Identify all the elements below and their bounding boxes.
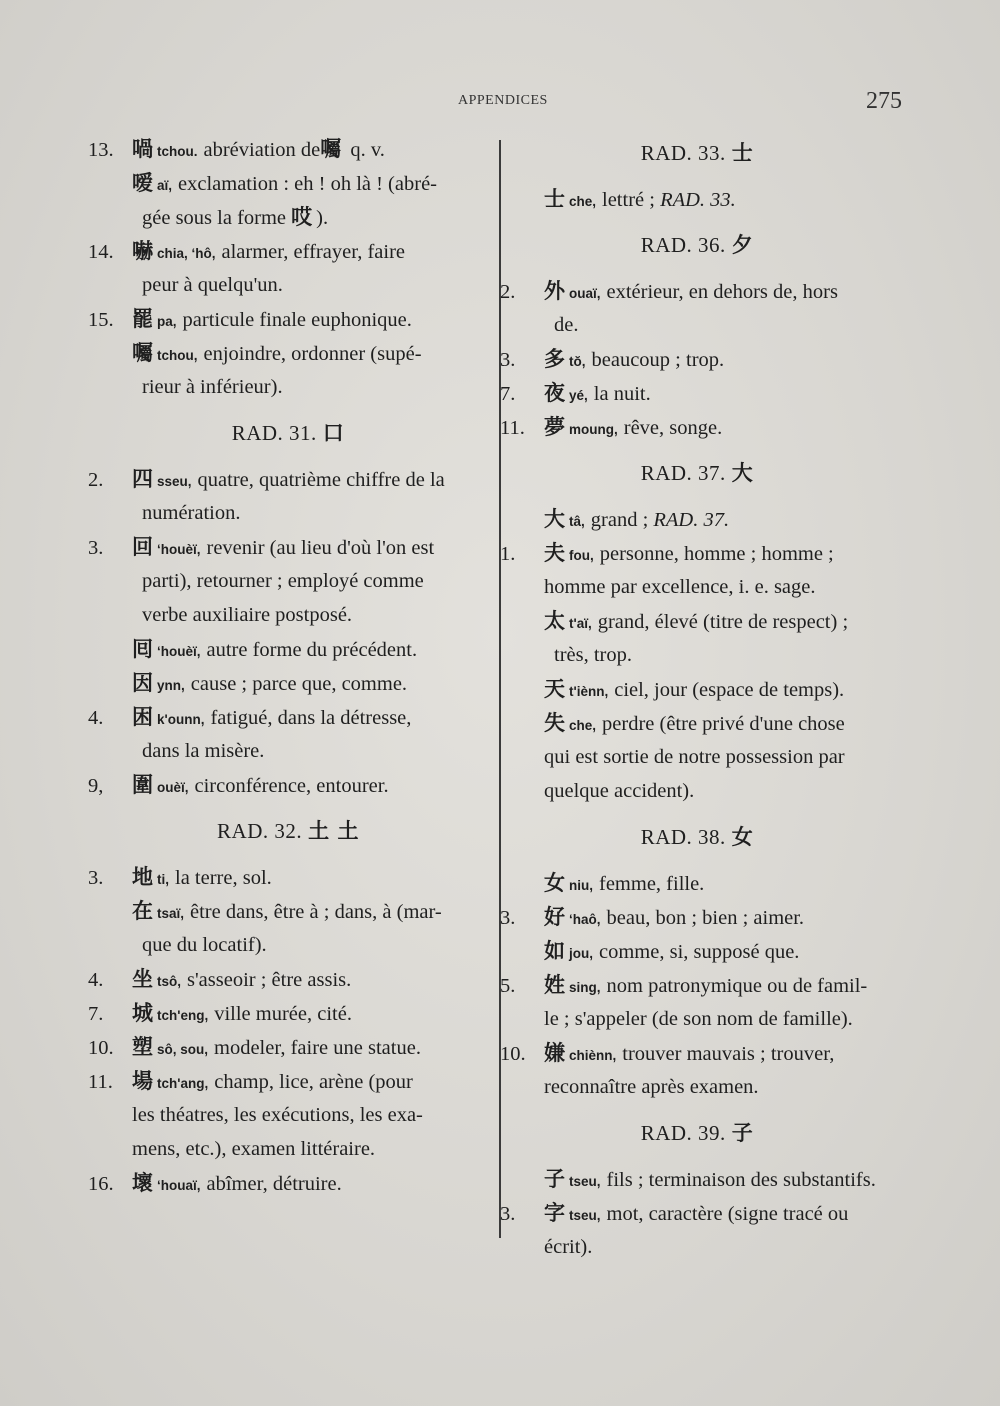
entry-romanization: pa, xyxy=(157,314,177,329)
dictionary-entry xyxy=(88,700,492,768)
radical-character: 土 土 xyxy=(308,819,359,843)
entry-character: 罷 xyxy=(132,307,153,331)
entry-text: mens, etc.), examen littéraire. xyxy=(132,1138,376,1160)
entry-text: revenir (au lieu d'où l'on est xyxy=(206,537,435,559)
entry-text: être dans, être à ; dans, à (mar- xyxy=(190,901,442,923)
entry-number: 10. xyxy=(500,1043,526,1065)
entry-character: 喎 xyxy=(132,137,153,161)
entry-romanization: chia, ‘hô, xyxy=(157,246,216,261)
entry-character: 困 xyxy=(132,705,153,729)
entry-romanization: niu, xyxy=(569,878,593,893)
entry-character: 大 xyxy=(544,507,565,531)
entry-text: q. v. xyxy=(350,139,385,161)
entry-text: abîmer, détruire. xyxy=(206,1173,342,1195)
entry-text: trouver mauvais ; trouver, xyxy=(622,1043,835,1065)
entry-text: abréviation de xyxy=(203,139,321,161)
dictionary-entry xyxy=(88,768,492,802)
entry-number: 3. xyxy=(500,349,516,371)
radical-character: 口 xyxy=(322,421,345,445)
dictionary-entry xyxy=(88,1030,492,1064)
entry-romanization: tchou. xyxy=(157,144,198,159)
entry-romanization: ‘houèï, xyxy=(157,542,201,557)
entry-text: circonférence, entourer. xyxy=(194,775,389,797)
dictionary-entry xyxy=(500,342,898,376)
entry-number: 4. xyxy=(88,969,104,991)
entry-text: dans la misère. xyxy=(142,740,265,762)
entry-text: femme, fille. xyxy=(599,873,705,895)
entry-text: champ, lice, arène (pour xyxy=(214,1071,413,1093)
dictionary-entry xyxy=(500,672,898,706)
entry-character: 回 xyxy=(132,535,153,559)
dictionary-entry xyxy=(88,234,492,302)
entry-romanization: sseu, xyxy=(157,474,192,489)
entry-text: peur à quelqu'un. xyxy=(142,274,283,296)
entry-text: ville murée, cité. xyxy=(214,1003,352,1025)
entry-number: 3. xyxy=(500,1203,516,1225)
entry-character: 多 xyxy=(544,347,565,371)
dictionary-entry xyxy=(88,530,492,632)
dictionary-entry xyxy=(500,376,898,410)
entry-romanization: sing, xyxy=(569,980,601,995)
dictionary-entry xyxy=(500,1196,898,1264)
entry-number: 7. xyxy=(500,383,516,405)
dictionary-entry xyxy=(500,934,898,968)
right-column xyxy=(500,132,898,1264)
entry-romanization: tch'ang, xyxy=(157,1076,209,1091)
entry-number: 7. xyxy=(88,1003,104,1025)
entry-text: le ; s'appeler (de son nom de famille). xyxy=(544,1008,853,1030)
radical-character: 子 xyxy=(731,1121,754,1145)
entry-text: rieur à inférieur). xyxy=(142,376,283,398)
dictionary-entry xyxy=(500,274,898,342)
dictionary-entry xyxy=(500,604,898,672)
entry-number: 4. xyxy=(88,707,104,729)
entry-romanization: tâ, xyxy=(569,514,585,529)
entry-text: modeler, faire une statue. xyxy=(214,1037,421,1059)
entry-character: 壞 xyxy=(132,1171,153,1195)
radical-heading xyxy=(88,814,492,848)
radical-character: 夕 xyxy=(731,233,754,257)
entry-text: qui est sortie de notre possession par xyxy=(544,746,845,768)
entry-text: de. xyxy=(554,314,579,336)
entry-number: 13. xyxy=(88,139,114,161)
entry-character: 塑 xyxy=(132,1035,153,1059)
entry-character: 好 xyxy=(544,905,565,929)
entry-character: 女 xyxy=(544,871,565,895)
radical-reference: RAD. 33. xyxy=(660,189,736,211)
entry-text: verbe auxiliaire postposé. xyxy=(142,604,353,626)
entry-text: écrit). xyxy=(544,1236,593,1258)
entry-text: les théatres, les exécutions, les exa- xyxy=(132,1104,423,1126)
entry-character: 子 xyxy=(544,1167,565,1191)
entry-romanization: t'iènn, xyxy=(569,684,609,699)
entry-text: quelque accident). xyxy=(544,780,695,802)
page-number: 275 xyxy=(866,88,902,114)
entry-text: extérieur, en dehors de, hors xyxy=(606,281,838,303)
entry-character: 字 xyxy=(544,1201,565,1225)
entry-romanization: tch'eng, xyxy=(157,1008,209,1023)
entry-romanization: che, xyxy=(569,718,597,733)
entry-text: que du locatif). xyxy=(142,934,267,956)
dictionary-entry xyxy=(88,336,492,404)
entry-text: beaucoup ; trop. xyxy=(591,349,725,371)
entry-number: 3. xyxy=(500,907,516,929)
entry-character: 天 xyxy=(544,677,565,701)
left-column xyxy=(88,132,492,1200)
entry-romanization: tsô, xyxy=(157,974,182,989)
entry-text: lettré ; xyxy=(602,189,655,211)
entry-text: la terre, sol. xyxy=(175,867,272,889)
entry-romanization: tchou, xyxy=(157,348,198,363)
entry-character: 哎 xyxy=(291,205,313,229)
entry-romanization: ‘houaï, xyxy=(157,1178,201,1193)
entry-number: 15. xyxy=(88,309,114,331)
radical-label: RAD. 33. xyxy=(640,141,726,165)
entry-romanization: ‘haô, xyxy=(569,912,601,927)
dictionary-entry xyxy=(88,632,492,666)
entry-text: très, trop. xyxy=(554,644,632,666)
entry-text: mot, caractère (signe tracé ou xyxy=(606,1203,849,1225)
radical-character: 大 xyxy=(731,461,754,485)
entry-text: fils ; terminaison des substantifs. xyxy=(606,1169,876,1191)
dictionary-entry xyxy=(88,1166,492,1200)
entry-romanization: moung, xyxy=(569,422,618,437)
dictionary-entry xyxy=(88,894,492,962)
dictionary-entry xyxy=(88,666,492,700)
dictionary-entry xyxy=(88,962,492,996)
dictionary-entry xyxy=(88,860,492,894)
dictionary-entry xyxy=(500,968,898,1036)
dictionary-entry xyxy=(500,502,898,536)
entry-text: particule finale euphonique. xyxy=(182,309,412,331)
entry-romanization: t'aï, xyxy=(569,616,592,631)
entry-romanization: chiènn, xyxy=(569,1048,617,1063)
entry-romanization: tseu, xyxy=(569,1208,601,1223)
dictionary-entry xyxy=(88,1064,492,1166)
entry-character: 夢 xyxy=(544,415,565,439)
entry-character: 嗳 xyxy=(132,171,153,195)
entry-romanization: k'ounn, xyxy=(157,712,205,727)
entry-text: parti), retourner ; employé comme xyxy=(142,570,424,592)
entry-text: exclamation : eh ! oh là ! (abré- xyxy=(178,173,437,195)
dictionary-entry xyxy=(88,302,492,336)
entry-character: 士 xyxy=(544,187,565,211)
entry-text: quatre, quatrième chiffre de la xyxy=(197,469,445,491)
entry-character: 四 xyxy=(132,467,153,491)
entry-text: s'asseoir ; être assis. xyxy=(187,969,352,991)
entry-text: gée sous la forme xyxy=(142,207,287,229)
entry-character: 因 xyxy=(132,671,153,695)
entry-romanization: fou, xyxy=(569,548,594,563)
radical-heading xyxy=(500,136,898,170)
radical-label: RAD. 39. xyxy=(640,1121,726,1145)
entry-character: 坐 xyxy=(132,967,153,991)
radical-heading xyxy=(500,820,898,854)
entry-text: grand, élevé (titre de respect) ; xyxy=(597,611,849,633)
entry-character: 姓 xyxy=(544,973,565,997)
entry-character: 囑 xyxy=(320,137,342,161)
entry-romanization: tseu, xyxy=(569,1174,601,1189)
entry-romanization: ouaï, xyxy=(569,286,601,301)
entry-text: rêve, songe. xyxy=(623,417,723,439)
dictionary-entry xyxy=(500,1036,898,1104)
entry-character: 地 xyxy=(132,865,153,889)
radical-label: RAD. 36. xyxy=(640,233,726,257)
entry-number: 9, xyxy=(88,775,104,797)
dictionary-entry xyxy=(500,706,898,808)
entry-text: beau, bon ; bien ; aimer. xyxy=(606,907,805,929)
entry-text: grand ; xyxy=(590,509,649,531)
radical-character: 士 xyxy=(731,141,754,165)
entry-romanization: ynn, xyxy=(157,678,185,693)
entry-text: enjoindre, ordonner (supé- xyxy=(203,343,422,365)
entry-character: 外 xyxy=(544,279,565,303)
entry-character: 場 xyxy=(132,1069,153,1093)
entry-romanization: tsaï, xyxy=(157,906,185,921)
entry-character: 太 xyxy=(544,609,565,633)
running-head: APPENDICES xyxy=(458,93,548,108)
radical-heading xyxy=(88,416,492,450)
entry-text: autre forme du précédent. xyxy=(206,639,418,661)
entry-number: 16. xyxy=(88,1173,114,1195)
entry-text: nom patronymique ou de famil- xyxy=(606,975,868,997)
dictionary-entry xyxy=(500,900,898,934)
entry-character: 囘 xyxy=(132,637,153,661)
entry-romanization: aï, xyxy=(157,178,173,193)
entry-number: 14. xyxy=(88,241,114,263)
entry-character: 城 xyxy=(132,1001,153,1025)
entry-character: 如 xyxy=(544,939,565,963)
dictionary-entry xyxy=(88,462,492,530)
entry-character: 夜 xyxy=(544,381,565,405)
entry-character: 在 xyxy=(132,899,153,923)
entry-number: 3. xyxy=(88,867,104,889)
radical-reference: RAD. 37. xyxy=(653,509,730,531)
dictionary-entry xyxy=(500,182,898,216)
radical-heading xyxy=(500,228,898,262)
entry-text: comme, si, supposé que. xyxy=(599,941,800,963)
entry-number: 2. xyxy=(500,281,516,303)
dictionary-entry xyxy=(88,132,492,166)
entry-number: 3. xyxy=(88,537,104,559)
entry-text: reconnaître après examen. xyxy=(544,1076,759,1098)
dictionary-entry xyxy=(88,166,492,234)
entry-text: perdre (être privé d'une chose xyxy=(602,713,845,735)
entry-text: alarmer, effrayer, faire xyxy=(221,241,405,263)
entry-romanization: jou, xyxy=(569,946,593,961)
entry-character: 囑 xyxy=(132,341,153,365)
entry-number: 1. xyxy=(500,543,516,565)
dictionary-entry xyxy=(500,866,898,900)
entry-romanization: ti, xyxy=(157,872,169,887)
dictionary-entry xyxy=(500,1162,898,1196)
entry-text: ). xyxy=(316,207,329,229)
dictionary-entry xyxy=(88,996,492,1030)
radical-heading xyxy=(500,1116,898,1150)
entry-romanization: che, xyxy=(569,194,597,209)
entry-character: 嫌 xyxy=(544,1041,565,1065)
radical-label: RAD. 37. xyxy=(640,461,726,485)
entry-number: 2. xyxy=(88,469,104,491)
radical-label: RAD. 32. xyxy=(217,819,303,843)
dictionary-entry xyxy=(500,410,898,444)
radical-label: RAD. 38. xyxy=(640,825,726,849)
entry-number: 10. xyxy=(88,1037,114,1059)
entry-romanization: sô, sou, xyxy=(157,1042,209,1057)
entry-number: 11. xyxy=(88,1071,113,1093)
entry-character: 圍 xyxy=(132,773,153,797)
entry-number: 5. xyxy=(500,975,516,997)
entry-text: la nuit. xyxy=(593,383,651,405)
entry-romanization: yé, xyxy=(569,388,588,403)
entry-romanization: tŏ, xyxy=(569,354,586,369)
entry-character: 嚇 xyxy=(132,239,153,263)
entry-number: 11. xyxy=(500,417,525,439)
entry-text: numération. xyxy=(142,502,241,524)
radical-heading xyxy=(500,456,898,490)
entry-text: personne, homme ; homme ; xyxy=(599,543,834,565)
entry-text: cause ; parce que, comme. xyxy=(190,673,408,695)
radical-label: RAD. 31. xyxy=(231,421,317,445)
dictionary-entry xyxy=(500,536,898,604)
entry-text: homme par excellence, i. e. sage. xyxy=(544,576,816,598)
entry-text: fatigué, dans la détresse, xyxy=(210,707,412,729)
entry-romanization: ouèï, xyxy=(157,780,189,795)
entry-text: ciel, jour (espace de temps). xyxy=(614,679,845,701)
entry-character: 夫 xyxy=(544,541,565,565)
entry-romanization: ‘houèï, xyxy=(157,644,201,659)
radical-character: 女 xyxy=(731,825,754,849)
entry-character: 失 xyxy=(544,711,565,735)
